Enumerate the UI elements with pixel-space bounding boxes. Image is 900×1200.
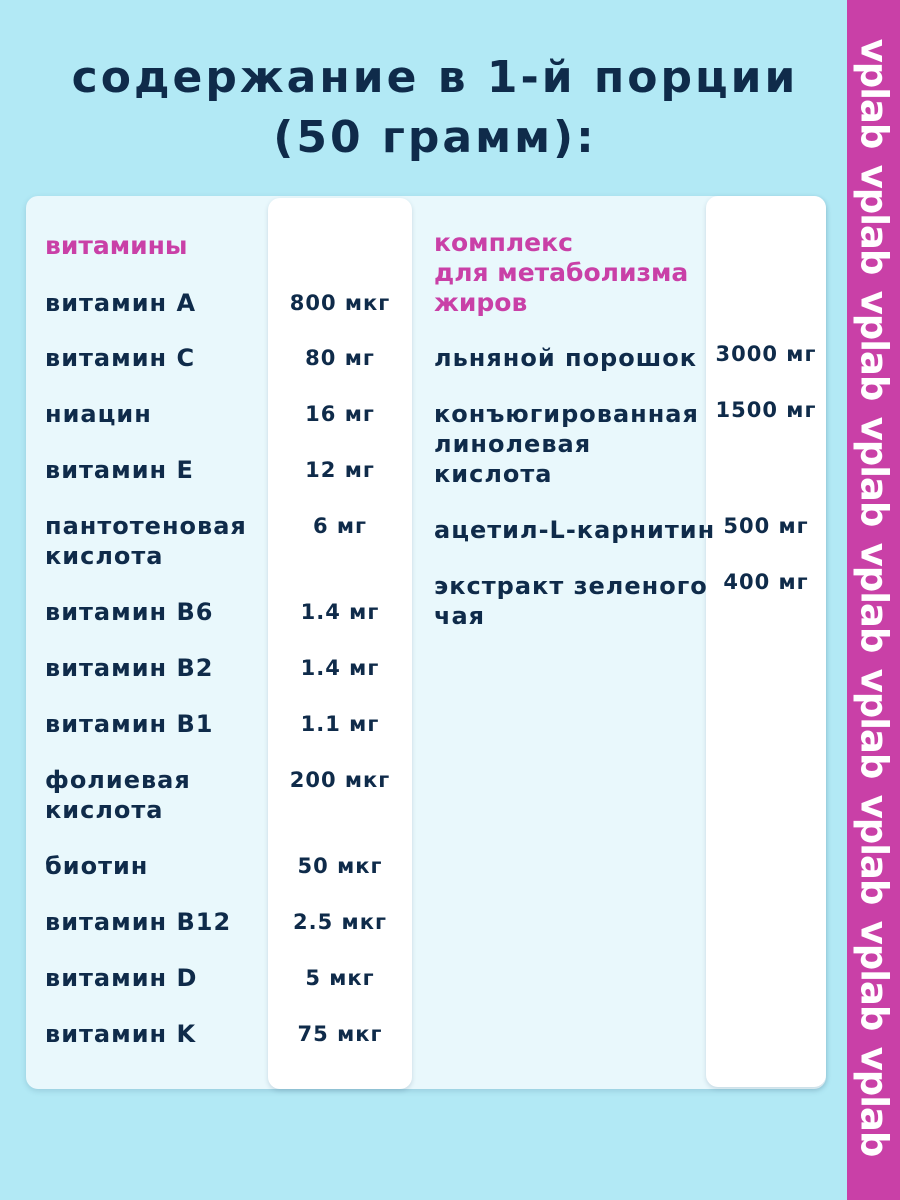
complex-ingredient-amount: 1500 мг [715,398,817,422]
complex-amount-column [706,196,826,1087]
vitamin-amount: 1.4 мг [300,656,380,680]
vplab-logo [849,668,899,778]
vitamin-amount: 5 мкг [305,966,375,990]
vitamin-name: витамин D [45,964,198,992]
vplab-logo-text: vplab [852,164,896,274]
complex-ingredient-name: конъюгированная линолевая кислота [434,400,699,488]
vplab-logo-text: vplab [852,38,896,148]
vitamin-name: витамин K [45,1020,197,1048]
vitamin-amount: 16 мг [305,402,375,426]
vitamin-amount: 80 мг [305,346,375,370]
vplab-logo-text: vplab [852,290,896,400]
vplab-logo-text: vplab [852,542,896,652]
page-subtitle: (50 грамм): [273,112,597,163]
vplab-logo [849,38,899,148]
vitamin-name: ниацин [45,400,152,428]
vitamin-amount: 6 мг [312,514,368,538]
vplab-logo [849,164,899,274]
vitamin-amount: 75 мкг [297,1022,383,1046]
vplab-logo [849,542,899,652]
vitamin-name: витамин B1 [45,710,214,738]
brand-strip [847,0,900,1200]
vitamin-amount: 800 мкг [289,291,391,315]
complex-heading: комплекс для метаболизма жиров [434,228,689,317]
vitamin-name: фолиевая кислота [45,766,191,824]
complex-ingredient-name: ацетил-L-карнитин [434,516,716,544]
vitamin-amount: 1.4 мг [300,600,380,624]
vplab-logo [849,920,899,1030]
vitamin-name: витамин B2 [45,654,214,682]
vitamin-amount: 50 мкг [297,854,383,878]
vplab-logo-text: vplab [852,668,896,778]
vitamin-amount: 2.5 мкг [293,910,387,934]
vitamin-name: витамин B6 [45,598,214,626]
complex-ingredient-amount: 3000 мг [715,342,817,366]
complex-ingredient-name: экстракт зеленого чая [434,572,708,630]
vitamin-name: витамин B12 [45,908,232,936]
complex-ingredient-amount: 500 мг [723,514,809,538]
vplab-logo-text: vplab [852,794,896,904]
vplab-logo-text: vplab [852,1046,896,1156]
vitamin-name: витамин E [45,456,194,484]
vitamin-amount: 200 мкг [289,768,391,792]
complex-ingredient-amount: 400 мг [723,570,809,594]
vplab-logo [849,1046,899,1156]
vplab-logo-text: vplab [852,920,896,1030]
vitamin-amount: 1.1 мг [300,712,380,736]
vitamin-name: витамин A [45,289,197,317]
vplab-logo-text: vplab [852,416,896,526]
page-title: содержание в 1-й порции [71,52,799,103]
vitamin-name: пантотеновая кислота [45,512,247,570]
vitamin-name: биотин [45,852,149,880]
vitamins-amount-column [268,198,412,1089]
vitamin-name: витамин C [45,344,196,372]
vplab-logo [849,290,899,400]
vplab-logo [849,416,899,526]
vplab-logo [849,794,899,904]
complex-ingredient-name: льняной порошок [434,344,697,372]
vitamins-heading: витамины [45,231,188,260]
vitamin-amount: 12 мг [305,458,375,482]
